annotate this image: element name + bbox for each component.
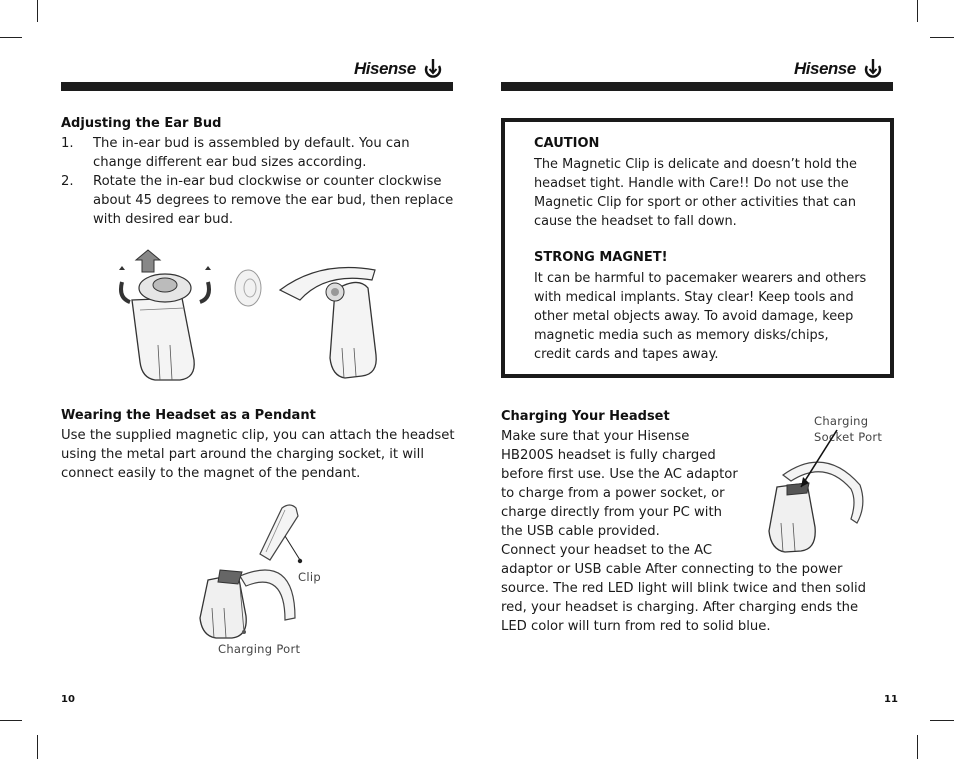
ear-bud-heading: Adjusting the Ear Bud	[61, 116, 222, 131]
caution-heading: CAUTION	[534, 136, 600, 151]
crop-mark	[930, 37, 954, 38]
header-rule	[61, 82, 453, 91]
charging-text-narrow	[501, 427, 761, 560]
brand-wordmark: Hisense	[354, 59, 416, 78]
charging-socket-illustration	[765, 445, 875, 557]
brand-emblem-icon	[864, 58, 882, 80]
crop-mark	[0, 37, 22, 38]
magnet-line: credit cards and tapes away.	[534, 347, 719, 362]
pendant-text	[61, 426, 456, 483]
clip-label: Clip	[298, 570, 321, 584]
magnet-text	[534, 269, 884, 364]
charging-heading: Charging Your Headset	[501, 409, 670, 424]
charging-line: Connect your headset to the AC	[501, 543, 713, 558]
magnet-line: with medical implants. Stay clear! Keep tools and	[534, 290, 854, 305]
crop-mark	[917, 735, 918, 759]
pendant-line: connect easily to the magnet of the pendant.	[61, 466, 361, 481]
caution-line: headset tight. Handle with Care!! Do not use the	[534, 176, 849, 191]
pendant-line: using the metal part around the charging socket, it will	[61, 447, 425, 462]
caution-line: Magnetic Clip for sport or other activities that can	[534, 195, 856, 210]
caution-line: The Magnetic Clip is delicate and doesn’t hold the	[534, 157, 857, 172]
ear-bud-removal-illustration	[110, 240, 390, 385]
socket-label-line: Charging	[814, 414, 869, 428]
brand-emblem-icon	[424, 58, 442, 80]
magnet-line: It can be harmful to pacemaker wearers and others	[534, 271, 867, 286]
crop-mark	[37, 735, 38, 759]
brand-logo	[794, 56, 882, 82]
step-line: with desired ear bud.	[93, 212, 234, 227]
charging-line: the USB cable provided.	[501, 524, 660, 539]
crop-mark	[930, 720, 954, 721]
crop-mark	[0, 720, 22, 721]
page-number-right: 11	[884, 694, 898, 705]
caution-box	[501, 118, 894, 378]
page-number-left: 10	[61, 694, 75, 705]
caution-text	[534, 155, 884, 231]
step-line: change different ear bud sizes according.	[93, 155, 367, 170]
charging-line: source. The red LED light will blink twice and then solid	[501, 581, 867, 596]
magnet-line: magnetic media such as memory disks/chips,	[534, 328, 829, 343]
step-line: The in-ear bud is assembled by default. You can	[93, 136, 410, 151]
charging-port-label: Charging Port	[218, 642, 301, 656]
step-text	[93, 134, 453, 172]
charging-line: red, your headset is charging. After charging ends the	[501, 600, 859, 615]
crop-mark	[917, 0, 918, 22]
crop-mark	[37, 0, 38, 22]
charging-text-wide	[501, 560, 893, 636]
brand-logo	[354, 56, 442, 82]
step-number: 1.	[61, 136, 74, 151]
charging-line: HB200S headset is fully charged	[501, 448, 716, 463]
pendant-heading: Wearing the Headset as a Pendant	[61, 408, 316, 423]
step-line: about 45 degrees to remove the ear bud, then replace	[93, 193, 454, 208]
magnet-heading: STRONG MAGNET!	[534, 250, 668, 265]
charging-line: to charge from a power socket, or	[501, 486, 725, 501]
pendant-line: Use the supplied magnetic clip, you can attach the headset	[61, 428, 455, 443]
charging-line: before first use. Use the AC adaptor	[501, 467, 738, 482]
step-text	[93, 172, 458, 229]
step-line: Rotate the in-ear bud clockwise or counter clockwise	[93, 174, 442, 189]
charging-line: adaptor or USB cable After connecting to the power	[501, 562, 843, 577]
caution-line: cause the headset to fall down.	[534, 214, 737, 229]
charging-line: charge directly from your PC with	[501, 505, 722, 520]
charging-line: LED color will turn from red to solid blue.	[501, 619, 771, 634]
header-rule	[501, 82, 893, 91]
charging-line: Make sure that your Hisense	[501, 429, 690, 444]
magnet-line: other metal objects away. To avoid damage, keep	[534, 309, 854, 324]
step-number: 2.	[61, 174, 74, 189]
brand-wordmark: Hisense	[794, 59, 856, 78]
socket-label-line: Socket Port	[814, 430, 883, 444]
charging-socket-label	[814, 413, 882, 445]
